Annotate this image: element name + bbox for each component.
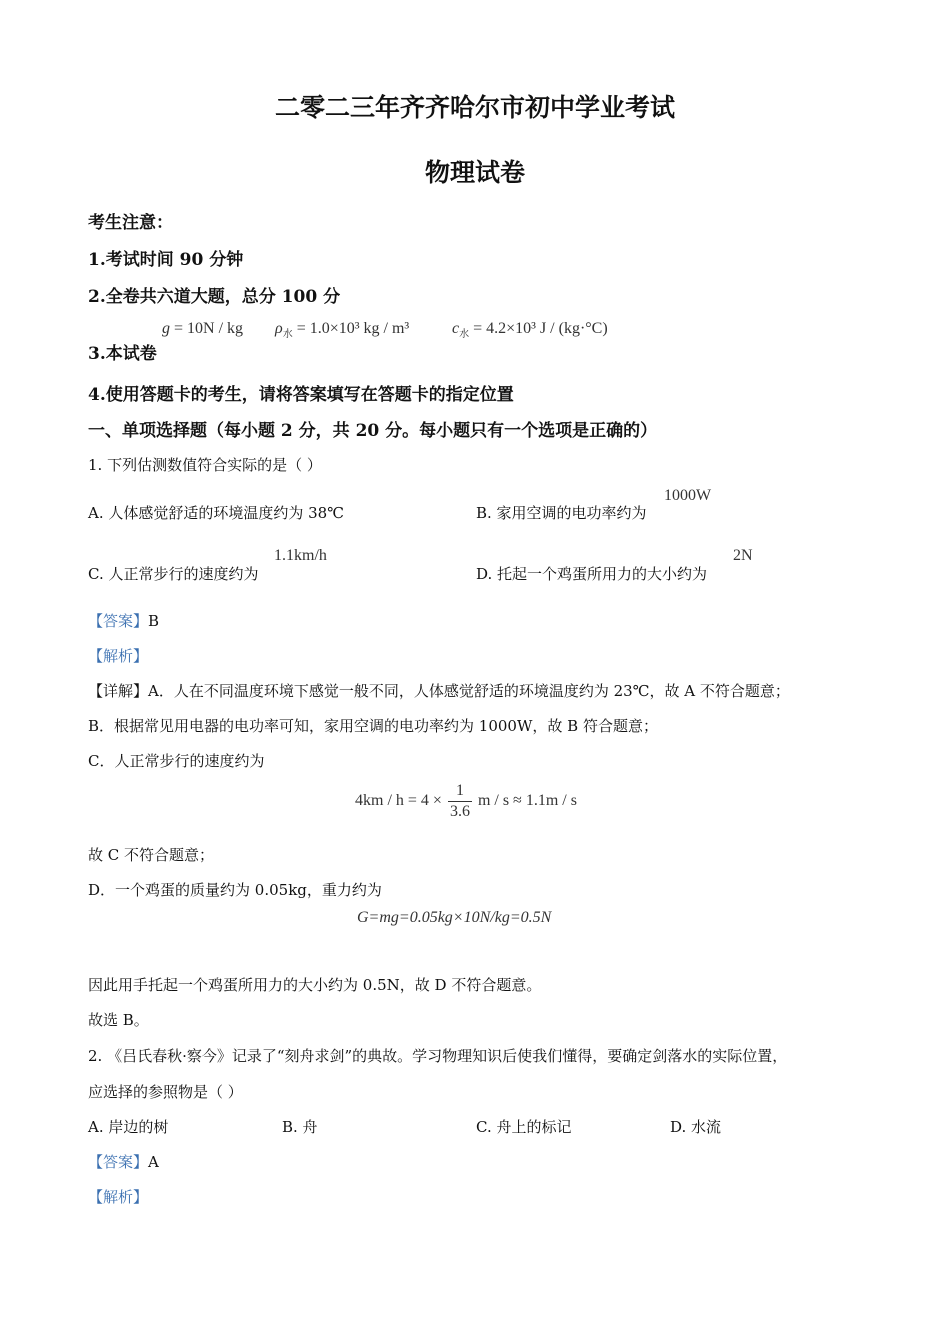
q1-analysis-tag: 【解析】 (88, 647, 149, 665)
notice-item-1: 1.考试时间 90 分钟 (88, 250, 244, 270)
notice-heading: 考生注意： (88, 213, 173, 233)
q1-detail-b: B．根据常见用电器的电功率可知，家用空调的电功率约为 1000W，故 B 符合题意； (88, 717, 658, 735)
notice-formula-rho: $\rho_水 = 1.0\times 10^3$ kg / m³ (275, 320, 410, 341)
q1-detail-c-2: 故 C 不符合题意； (88, 846, 215, 864)
q2-answer: 【答案】A (88, 1153, 159, 1171)
q2-option-d: D. 水流 (670, 1118, 722, 1136)
notice-formula-g: g = 10N / kg (162, 320, 244, 337)
notice-item-3-label: 3.本试卷 (88, 344, 157, 364)
q2-option-c: C. 舟上的标记 (476, 1118, 572, 1136)
q1-detail-d: D．一个鸡蛋的质量约为 0.05kg，重力约为 (88, 881, 382, 899)
q2-option-a: A. 岸边的树 (88, 1118, 169, 1136)
q2-stem-line-1: 2. 《吕氏春秋·察今》记录了“刻舟求剑”的典故。学习物理知识后使我们懂得，要确定剑落水的实际位置， (88, 1047, 788, 1065)
page-subtitle: 物理试卷 (424, 158, 525, 187)
q1-detail-d-2: 因此用手托起一个鸡蛋所用力的大小约为 0.5N，故 D 不符合题意。 (88, 976, 542, 994)
q1-option-c-value: 1.1km/h (274, 547, 327, 564)
q1-option-d-value: 2N (733, 547, 753, 564)
q1-option-b: B. 家用空调的电功率约为 (476, 504, 647, 522)
q1-stem: 1. 下列估测数值符合实际的是（ ） (88, 456, 322, 474)
q1-conclusion: 故选 B。 (88, 1011, 149, 1029)
q2-stem-line-2: 应选择的参照物是（ ） (88, 1083, 243, 1101)
q2-analysis-tag: 【解析】 (88, 1188, 149, 1206)
notice-item-4: 4.使用答题卡的考生，请将答案填写在答题卡的指定位置 (88, 385, 514, 405)
notice-formula-c: $c_水 = 4.2\times 10^3$ J / (kg·°C) (452, 320, 608, 341)
notice-item-2: 2.全卷共六道大题，总分 100 分 (88, 287, 341, 307)
page-title: 二零二三年齐齐哈尔市初中学业考试 (274, 93, 675, 122)
q1-formula-d: G=mg=0.05kg×10N/kg=0.5N (357, 909, 552, 926)
q1-detail-a: 【详解】A．人在不同温度环境下感觉一般不同，人体感觉舒适的环境温度约为 23℃，故 A 不符合题意； (88, 682, 790, 700)
answer-tag: 【答案】 (88, 1153, 149, 1171)
q1-option-b-value: 1000W (664, 487, 712, 504)
section-1-heading: 一、单项选择题（每小题 2 分，共 20 分。每小题只有一个选项是正确的） (88, 421, 658, 441)
answer-tag: 【答案】 (88, 612, 149, 630)
q1-formula-c: 4km / h = 4 × $\frac{1}{3.6}$ m / s ≈ 1.1m / s (355, 782, 577, 820)
q1-answer: 【答案】B (88, 612, 160, 630)
q1-option-d: D. 托起一个鸡蛋所用力的大小约为 (476, 565, 708, 583)
q1-option-a: A. 人体感觉舒适的环境温度约为 38℃ (88, 504, 345, 522)
q1-detail-c: C．人正常步行的速度约为 (88, 752, 265, 770)
q2-option-b: B. 舟 (282, 1118, 318, 1136)
q1-option-c: C. 人正常步行的速度约为 (88, 565, 259, 583)
